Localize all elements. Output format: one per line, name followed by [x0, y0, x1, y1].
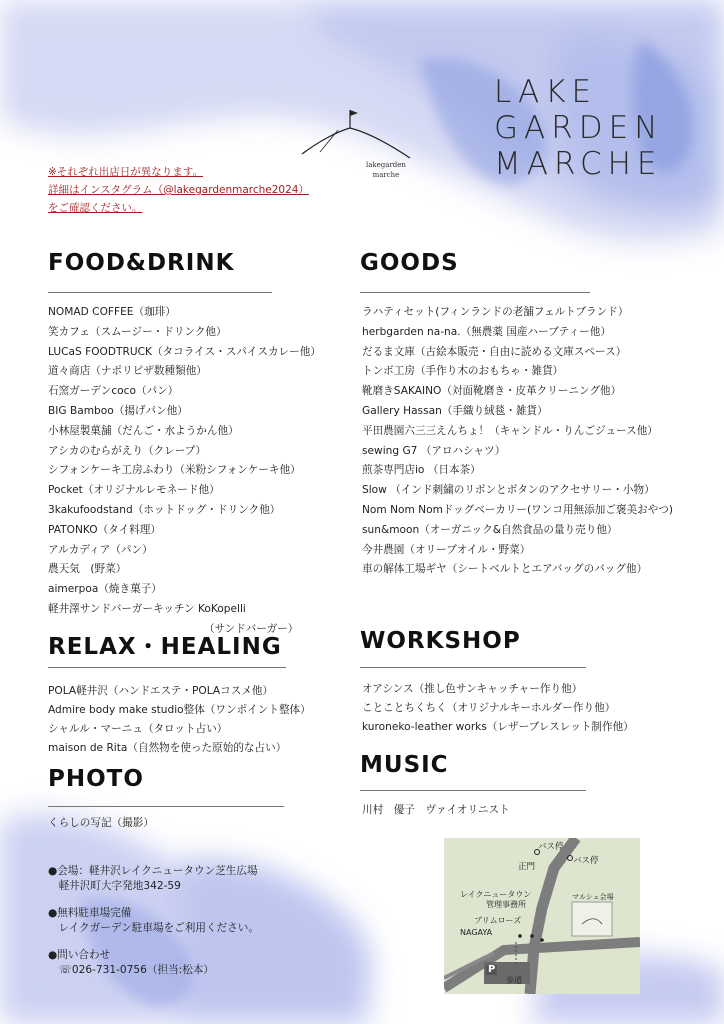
- list-item: 農天気 (野菜）: [48, 563, 127, 576]
- title-line-marche: MARCHE: [494, 146, 663, 182]
- contact-line1: ●問い合わせ: [48, 949, 111, 961]
- marche-title: [494, 74, 663, 182]
- list-item: 靴磨きSAKAINO（対面靴磨き・皮革クリーニング他）: [362, 385, 622, 398]
- list-item: 笑カフェ（スムージー・ドリンク他）: [48, 325, 227, 338]
- list-item: maison de Rita（自然物を使った原始的な占い）: [48, 742, 287, 754]
- list-item: Nom Nom Nomドッグベーカリー(ワンコ用無添加ご褒美おやつ): [362, 503, 674, 516]
- venue-map: [444, 838, 640, 994]
- list-item: Slow （インド刺繍のリボンとボタンのアクセサリー・小物）: [362, 484, 655, 497]
- list-item: aimerpoa（焼き菓子）: [48, 583, 162, 596]
- list-item: Pocket（オリジナルレモネード他）: [48, 484, 220, 497]
- food-list: [48, 303, 321, 640]
- title-line-lake: LAKE: [494, 74, 598, 110]
- tent-logo-icon: [298, 106, 428, 186]
- bus-stop-label-1: バス停: [538, 842, 564, 852]
- list-item: 石窯ガーデンcoco（パン）: [48, 385, 179, 398]
- workshop-heading: WORKSHOP: [360, 628, 521, 654]
- workshop-list: [362, 680, 634, 737]
- photo-heading: PHOTO: [48, 766, 144, 792]
- list-item: アシカのむらがえり（クレープ）: [48, 444, 207, 457]
- goods-heading: GOODS: [360, 250, 459, 276]
- photo-rule: [48, 806, 284, 807]
- list-item: herbgarden na-na.（無農薬 国産ハーブティー他）: [362, 325, 611, 338]
- music-rule: [360, 790, 586, 791]
- list-item: オアシンス（推し色サンキャッチャー作り他）: [362, 683, 583, 695]
- marche-venue-label: マルシェ会場: [572, 893, 614, 901]
- list-item: シフォンケーキ工房ふわり（米粉シフォンケーキ他）: [48, 464, 301, 477]
- list-item: ラハティセット(フィンランドの老舗フェルトブランド）: [362, 306, 629, 318]
- bus-stop-label-2: バス停: [573, 856, 599, 866]
- list-item: BIG Bamboo（揚げパン他）: [48, 404, 188, 417]
- food-heading: FOOD&DRINK: [48, 250, 235, 276]
- office-label-2: 管理事務所: [486, 900, 526, 909]
- title-line-garden: GARDEN: [494, 110, 664, 146]
- event-info: [48, 864, 259, 978]
- parking-icon: P: [488, 964, 496, 975]
- list-item: トンボ工房（手作り木のおもちゃ・雑貨）: [362, 365, 564, 378]
- plim-label-1: プリムローズ: [474, 916, 522, 925]
- music-list: [362, 801, 510, 821]
- list-item: アルカディア（パン）: [48, 543, 153, 556]
- contact-line2[interactable]: ☏026-731-0756（担当:松本）: [48, 964, 215, 976]
- goods-rule: [360, 292, 590, 293]
- list-item: sewing G7 （アロハシャツ）: [362, 444, 506, 457]
- list-item: だるま文庫（古絵本販売・自由に読める文庫スペース）: [362, 345, 627, 358]
- list-item: PATONKO（タイ料理）: [48, 523, 161, 536]
- notice: [48, 163, 309, 217]
- list-item: 今井農園（オリーブオイル・野菜）: [362, 543, 531, 556]
- main-gate-label: 正門: [518, 862, 536, 872]
- list-item: 道々商店（ナポリピザ数種類他）: [48, 365, 207, 378]
- list-item: 3kakufoodstand（ホットドッグ・ドリンク他）: [48, 503, 281, 516]
- photo-list: [48, 814, 154, 834]
- music-heading: MUSIC: [360, 752, 449, 778]
- food-rule: [48, 292, 272, 293]
- list-item: 川村 優子 ヴァイオリニスト: [362, 804, 510, 816]
- list-item: シャルル・マーニュ（タロット占い）: [48, 723, 228, 735]
- list-item: POLA軽井沢（ハンドエステ・POLAコスメ他）: [48, 685, 274, 697]
- notice-line2[interactable]: 詳細はインスタグラム（@lakegardenmarche2024）: [48, 184, 309, 196]
- venue-line2: 軽井沢町大字発地342-59: [48, 880, 181, 892]
- list-item: 煎茶専門店io （日本茶）: [362, 464, 481, 477]
- workshop-rule: [360, 667, 586, 668]
- list-item: sun&moon（オーガニック&自然食品の量り売り他）: [362, 523, 618, 536]
- logo-text: [366, 160, 406, 180]
- list-item: 軽井澤サンドバーガーキッチン KoKopelli: [48, 602, 246, 615]
- list-item: 小林屋製菓舗（だんご・水ようかん他）: [48, 424, 239, 437]
- list-item: LUCaS FOODTRUCK（タコライス・スパイスカレー他）: [48, 345, 321, 358]
- logo-text-line1: lakegarden: [366, 161, 406, 169]
- list-item: 車の解体工場ギヤ（シートベルトとエアバッグのバッグ他）: [362, 563, 648, 576]
- list-item: Admire body make studio整体（ワンポイント整体）: [48, 704, 311, 716]
- list-item-note: （サンドバーガー）: [204, 622, 299, 635]
- notice-line1: ※それぞれ出店日が異なります。: [48, 166, 203, 178]
- relax-heading: RELAX・HEALING: [48, 634, 282, 660]
- list-item: くらしの写記（撮影）: [48, 817, 154, 829]
- list-item: ことことちくちく（オリジナルキーホルダー作り他）: [362, 702, 616, 714]
- relax-rule: [48, 667, 286, 668]
- parking-line2: レイクガーデン駐車場をご利用ください。: [48, 922, 259, 934]
- venue-line1: ●会場：軽井沢レイクニュータウン芝生広場: [48, 865, 258, 877]
- logo-text-line2: marche: [372, 171, 400, 179]
- list-item: Gallery Hassan（手織り絨毯・雑貨）: [362, 404, 548, 417]
- plim-label-2: NAGAYA: [460, 928, 493, 937]
- notice-line3: をご確認ください。: [48, 202, 143, 214]
- goods-list: [362, 303, 673, 580]
- list-item: 平田農園六三三えんちょ！（キャンドル・りんごジュース他）: [362, 424, 658, 437]
- parking-line1: ●無料駐車場完備: [48, 907, 132, 919]
- sidewalk-label: 歩道: [506, 976, 522, 985]
- list-item: kuroneko-leather works（レザーブレスレット制作他）: [362, 721, 634, 733]
- relax-list: [48, 682, 311, 758]
- office-label-1: レイクニュータウン: [460, 890, 532, 899]
- list-item: NOMAD COFFEE（珈琲）: [48, 306, 176, 318]
